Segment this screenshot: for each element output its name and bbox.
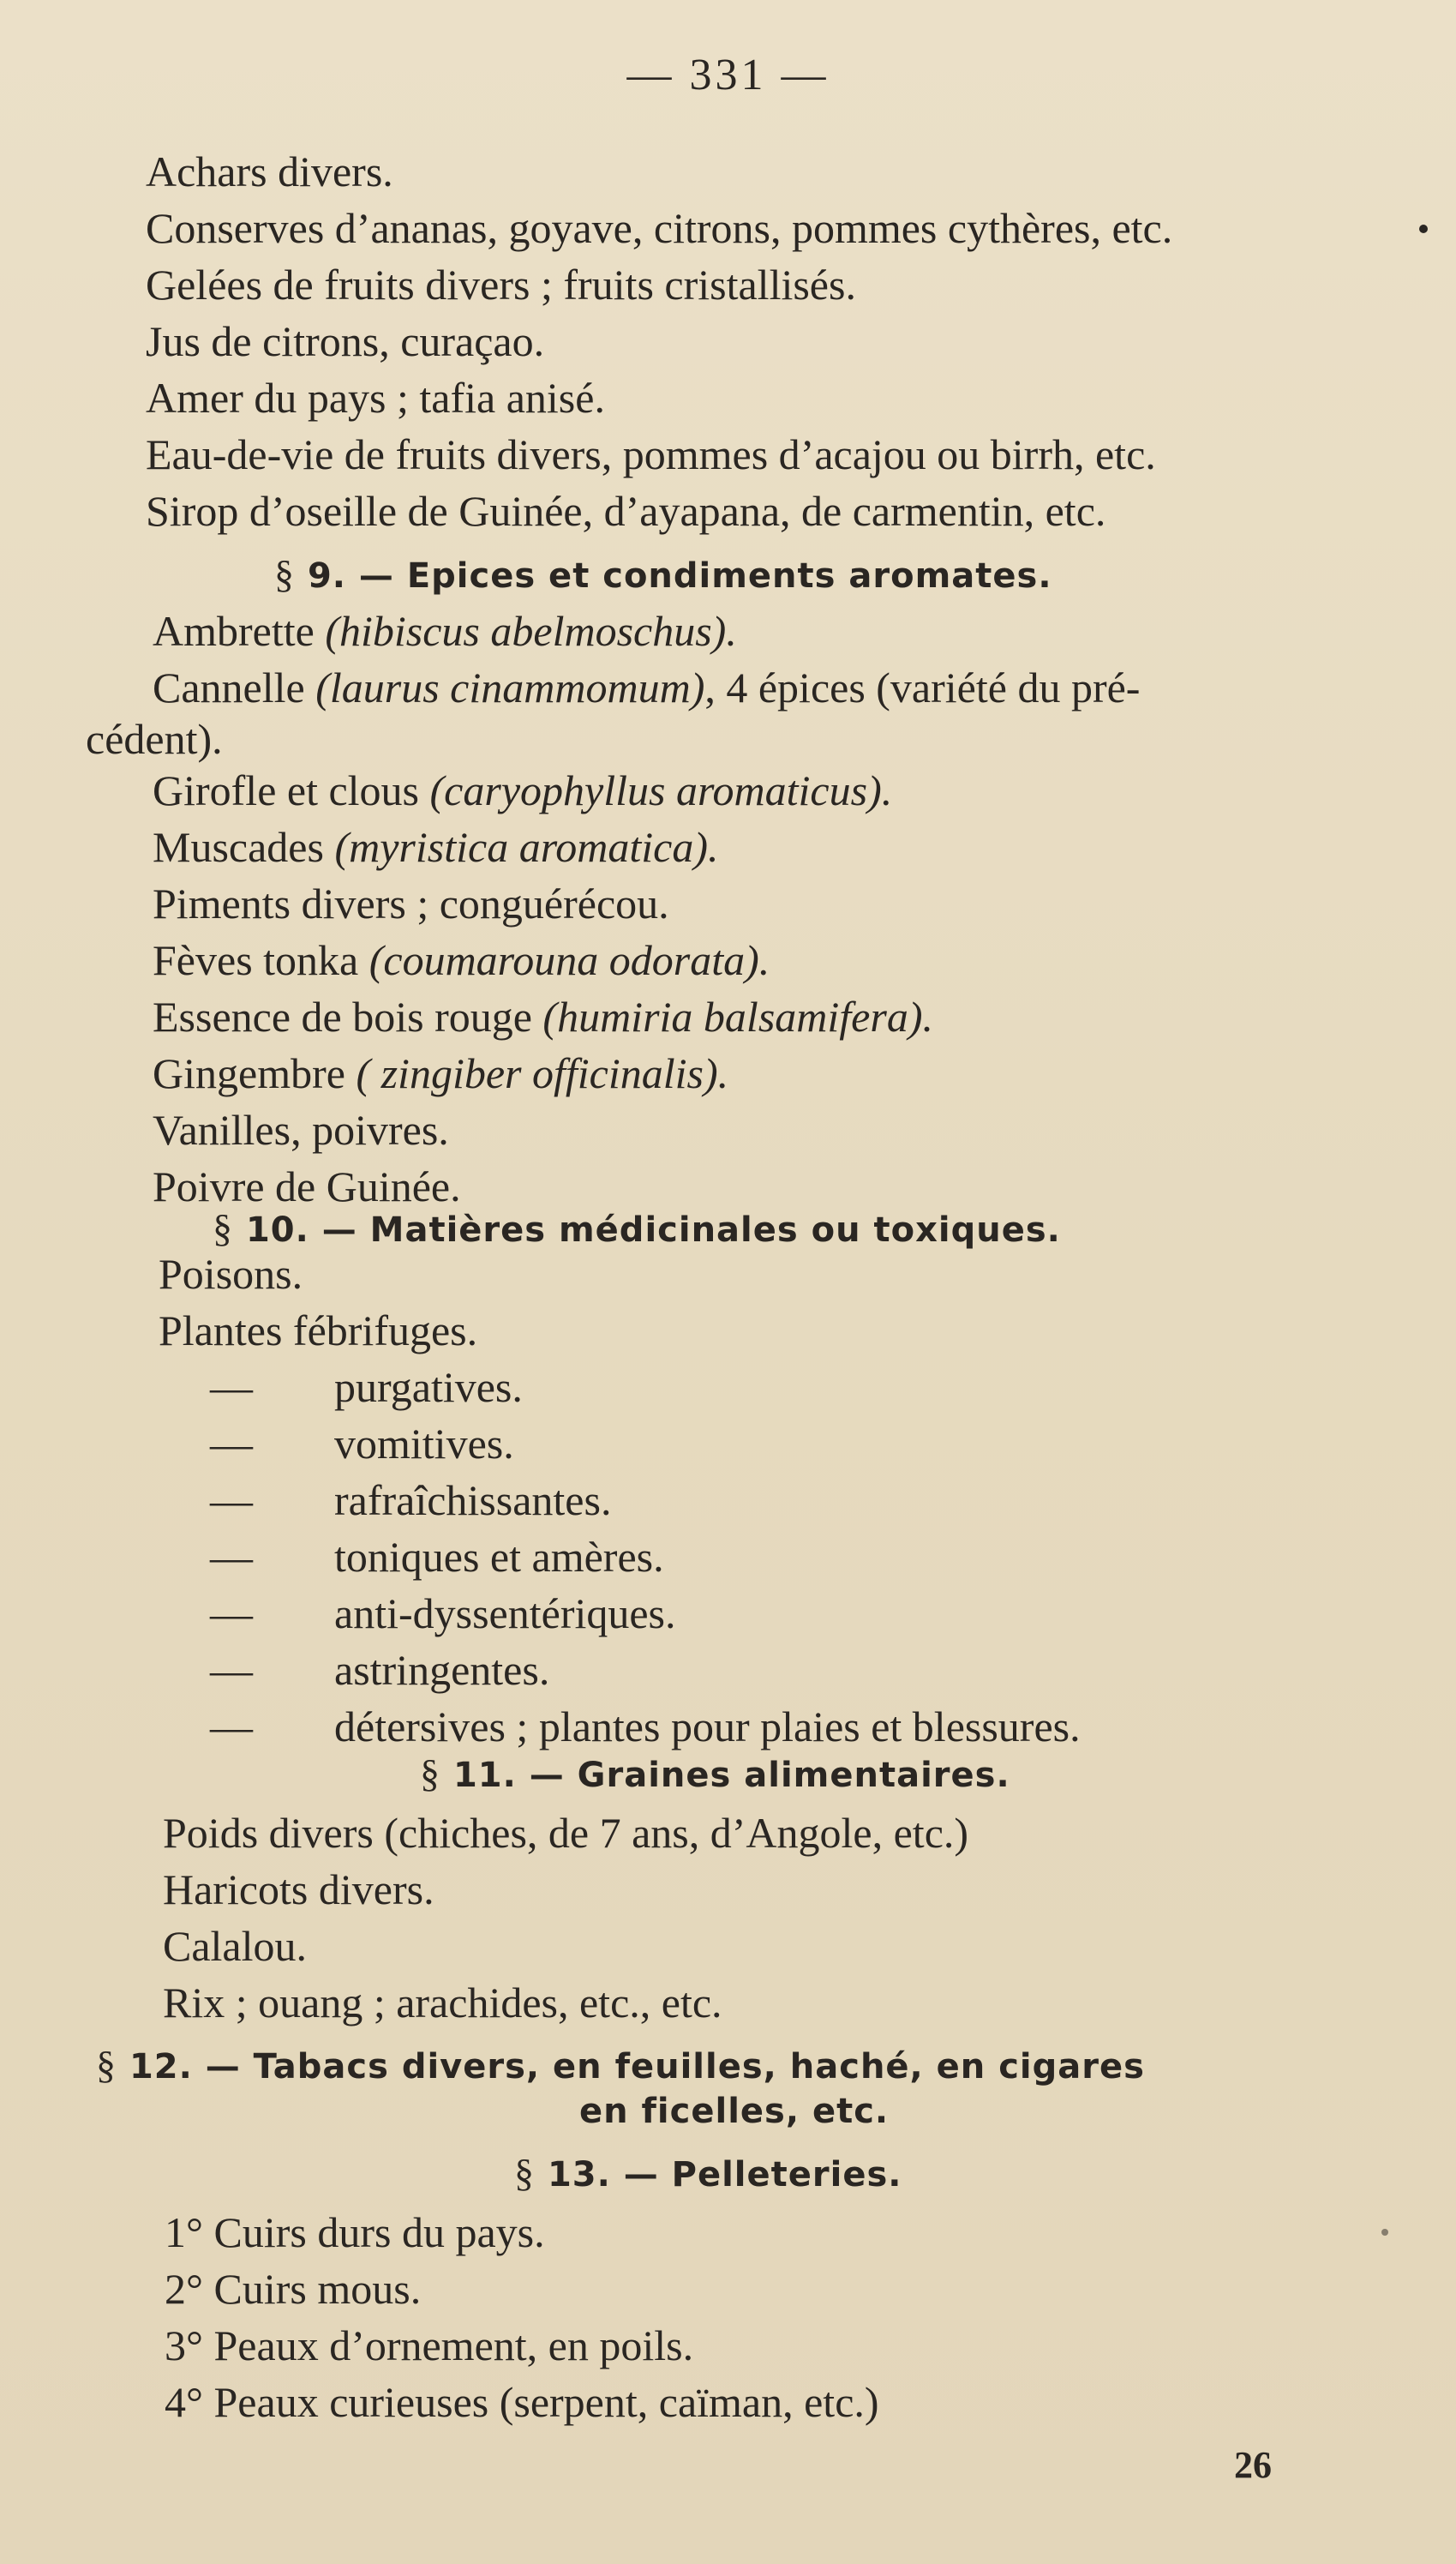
- list-item: Ambrette (hibiscus abelmoschus).: [153, 607, 737, 655]
- list-item: Poivre de Guinée.: [153, 1162, 461, 1210]
- section-mark: §: [213, 1206, 233, 1250]
- list-item: Gingembre ( zingiber officinalis).: [153, 1049, 729, 1097]
- section-mark: §: [420, 1751, 440, 1795]
- ditto-dash: —: [210, 1363, 253, 1411]
- list-item: Poids divers (chiches, de 7 ans, d’Angole, etc.): [163, 1809, 969, 1857]
- list-item: toniques et amères.: [334, 1533, 664, 1581]
- printer-signature: 26: [1234, 2444, 1272, 2486]
- list-item: Plantes fébrifuges.: [159, 1306, 478, 1354]
- section-title: 10. — Matières médicinales ou toxiques.: [245, 1210, 1061, 1250]
- list-item: Cannelle (laurus cinammomum), 4 épices (variété du pré-: [153, 664, 1141, 712]
- section-title: 11. — Graines alimentaires.: [452, 1756, 1010, 1795]
- list-item: Girofle et clous (caryophyllus aromaticus).: [153, 766, 893, 814]
- list-item: cédent).: [86, 715, 223, 763]
- list-item: Eau-de-vie de fruits divers, pommes d’acajou ou birrh, etc.: [146, 430, 1156, 478]
- ditto-dash: —: [210, 1646, 253, 1694]
- ditto-dash: —: [210, 1702, 253, 1750]
- list-item: Calalou.: [163, 1922, 308, 1970]
- list-item: 4° Peaux curieuses (serpent, caïman, etc.): [165, 2378, 879, 2426]
- ditto-dash: —: [210, 1476, 253, 1524]
- list-item: purgatives.: [334, 1363, 523, 1411]
- list-item: vomitives.: [334, 1420, 514, 1468]
- list-item: Fèves tonka (coumarouna odorata).: [153, 936, 770, 984]
- list-item: Haricots divers.: [163, 1865, 434, 1913]
- ditto-dash: —: [210, 1589, 253, 1637]
- section-title-continued: en ficelles, etc.: [579, 2092, 890, 2131]
- ink-speck: [1381, 2229, 1388, 2236]
- ditto-dash: —: [210, 1533, 253, 1581]
- list-item: Conserves d’ananas, goyave, citrons, pommes cythères, etc.: [146, 204, 1173, 252]
- list-item: Gelées de fruits divers ; fruits cristallisés.: [146, 261, 856, 309]
- section-title: 13. — Pelleteries.: [547, 2155, 902, 2195]
- list-item: anti-dyssentériques.: [334, 1589, 676, 1637]
- section-heading-13: [514, 2152, 902, 2196]
- list-item: Piments divers ; conguérécou.: [153, 880, 669, 928]
- list-item: Muscades (myristica aromatica).: [153, 823, 719, 871]
- section-title: 12. — Tabacs divers, en feuilles, haché, en cigares: [129, 2047, 1145, 2087]
- list-item: détersives ; plantes pour plaies et blessures.: [334, 1702, 1081, 1750]
- list-item: 1° Cuirs durs du pays.: [165, 2208, 545, 2256]
- list-item: 3° Peaux d’ornement, en poils.: [165, 2321, 694, 2369]
- list-item: 2° Cuirs mous.: [165, 2265, 422, 2313]
- list-item: Achars divers.: [146, 147, 393, 195]
- section-mark: §: [96, 2043, 117, 2087]
- section-heading-11: [420, 1752, 1010, 1797]
- list-item: Amer du pays ; tafia anisé.: [146, 374, 605, 422]
- list-item: Sirop d’oseille de Guinée, d’ayapana, de carmentin, etc.: [146, 487, 1106, 535]
- section-heading-12: [96, 2044, 1145, 2088]
- list-item: Essence de bois rouge (humiria balsamifera).: [153, 993, 933, 1041]
- section-heading-9: [274, 553, 1052, 597]
- list-item: Rix ; ouang ; arachides, etc., etc.: [163, 1979, 722, 2027]
- list-item: Jus de citrons, curaçao.: [146, 317, 545, 365]
- list-item: Vanilles, poivres.: [153, 1106, 449, 1154]
- section-mark: §: [274, 552, 295, 596]
- list-item: Poisons.: [159, 1250, 303, 1298]
- ditto-dash: —: [210, 1420, 253, 1468]
- ink-speck: [1419, 225, 1428, 233]
- list-item: rafraîchissantes.: [334, 1476, 612, 1524]
- section-title: 9. — Epices et condiments aromates.: [307, 556, 1052, 596]
- section-mark: §: [514, 2151, 535, 2195]
- section-heading-10: [213, 1207, 1061, 1252]
- page-number: — 331 —: [626, 51, 830, 99]
- list-item: astringentes.: [334, 1646, 550, 1694]
